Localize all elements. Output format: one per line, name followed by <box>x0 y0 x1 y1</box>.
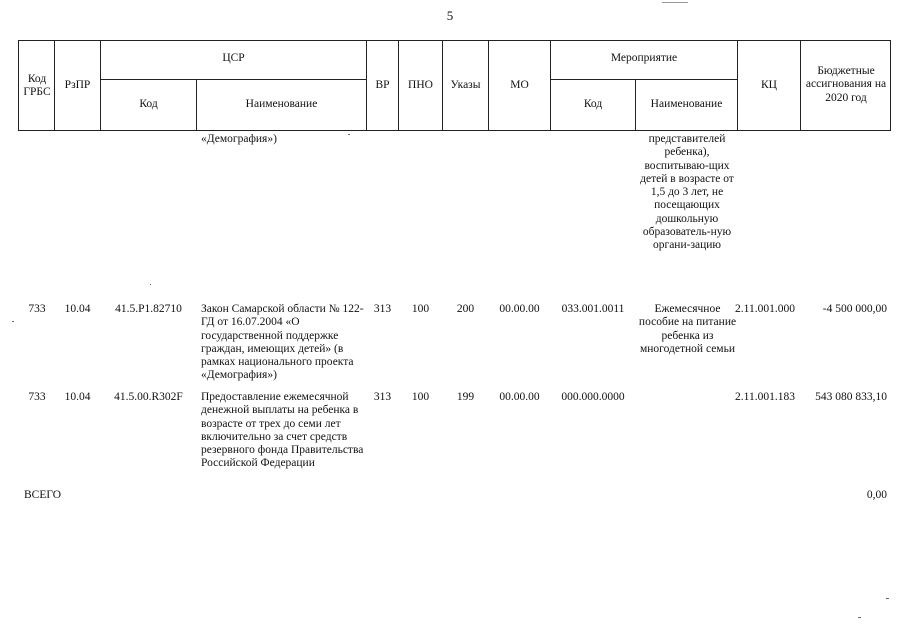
header-mer-kod: Код <box>583 98 603 110</box>
header-csr-name: Наименование <box>245 98 318 110</box>
scan-speck <box>12 321 14 322</box>
cell-mo: 00.00.00 <box>499 303 540 315</box>
cell-csr-name: Закон Самарской области № 122-ГД от 16.07.2004 «О государственной поддержке граждан, имеющих детей» (в рамках национального проекта «Демография») <box>201 303 364 382</box>
scan-speck <box>886 598 889 599</box>
header-mo: МО <box>510 79 529 91</box>
scan-speck <box>348 134 350 135</box>
header-ukazy: Указы <box>450 79 481 91</box>
scan-speck <box>150 284 151 285</box>
total-label: ВСЕГО <box>24 489 62 501</box>
table-header <box>18 40 891 131</box>
header-rzpr: РзПР <box>64 79 91 91</box>
cell-rzpr: 10.04 <box>64 391 91 403</box>
cell-kod-grbs: 733 <box>28 391 46 403</box>
header-kod-grbs: Код ГРБС <box>23 73 51 99</box>
scan-speck <box>858 617 861 618</box>
cell-amount: 543 080 833,10 <box>815 391 887 403</box>
cell-kc: 2.11.001.000 <box>735 303 795 315</box>
cell-csr-kod: 41.5.P1.82710 <box>115 303 182 315</box>
header-vr: ВР <box>375 79 390 91</box>
header-pno: ПНО <box>408 79 433 91</box>
header-kc: КЦ <box>761 79 777 91</box>
continuation-csr-name: «Демография») <box>201 133 277 145</box>
cell-mo: 00.00.00 <box>499 391 540 403</box>
cell-mer-kod: 000.000.0000 <box>561 391 625 403</box>
cell-mer-name: Ежемесячное пособие на питание ребенка из многодетной семьи <box>638 303 737 355</box>
cell-pno: 100 <box>411 303 430 315</box>
cell-csr-name: Предоставление ежемесячной денежной выплаты на ребенка в возрасте от трех до семи лет включительно за счет средств резервного фонда Правительства Российской Федерации <box>201 391 364 470</box>
page-number: 5 <box>446 8 454 23</box>
header-meropriyatie: Мероприятие <box>610 52 678 64</box>
total-amount: 0,00 <box>866 489 887 501</box>
cell-vr: 313 <box>373 391 392 403</box>
header-budget: Бюджетные ассигнования на 2020 год <box>805 65 887 104</box>
cell-amount: -4 500 000,00 <box>822 303 887 315</box>
cell-pno: 100 <box>411 391 430 403</box>
header-csr-kod: Код <box>139 98 158 110</box>
header-mer-name: Наименование <box>650 98 723 110</box>
scan-speck <box>662 2 688 3</box>
header-csr: ЦСР <box>222 52 245 64</box>
cell-kc: 2.11.001.183 <box>735 391 795 403</box>
cell-kod-grbs: 733 <box>28 303 46 315</box>
cell-csr-kod: 41.5.00.R302F <box>114 391 183 403</box>
cell-ukazy: 200 <box>456 303 475 315</box>
cell-vr: 313 <box>373 303 392 315</box>
cell-ukazy: 199 <box>456 391 475 403</box>
cell-mer-kod: 033.001.0011 <box>561 303 625 315</box>
cell-rzpr: 10.04 <box>64 303 91 315</box>
continuation-mer-name: представителей ребенка), воспитываю-щих детей в возрасте от 1,5 до 3 лет, не посещающих дошкольную образователь-ную органи-зацию <box>640 133 734 252</box>
